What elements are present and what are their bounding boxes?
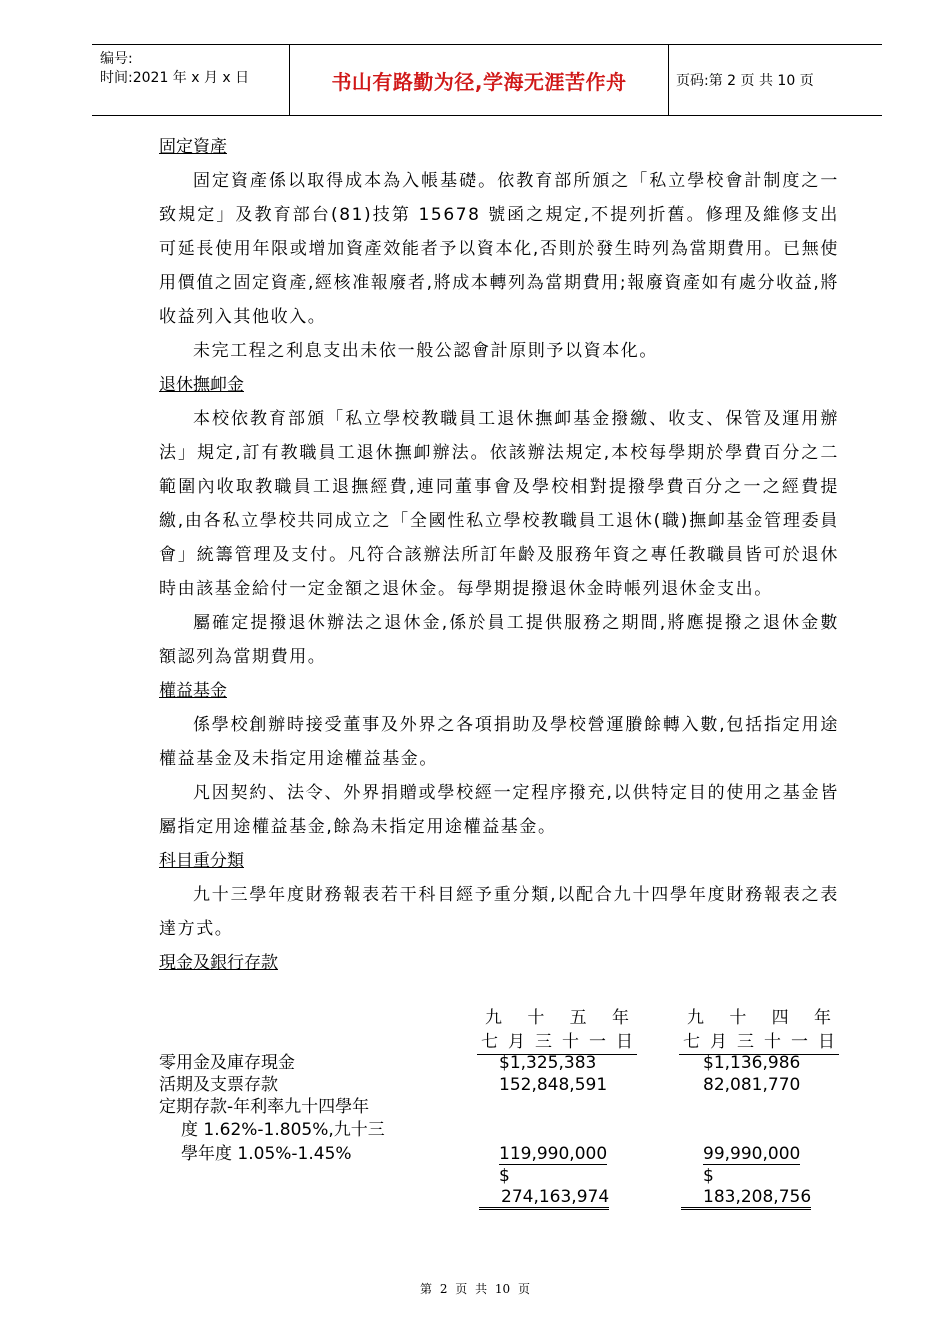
paragraph: 未完工程之利息支出未依一般公認會計原則予以資本化。: [193, 341, 658, 361]
total-dollar-sign: $: [703, 1166, 714, 1186]
paragraph: 係學校創辦時接受董事及外界之各項捐助及學校營運賸餘轉入數,包括指定用途權益基金及未指定用途權益基金。: [159, 715, 839, 769]
column-header-fy94: 九 十 四 年 七 月 三 十 一 日: [679, 1006, 839, 1055]
section-heading-equity: 權益基金: [159, 681, 227, 701]
header-motto: 书山有路勤为径,学海无涯苦作舟: [290, 45, 669, 115]
column-header-fy95: 九 十 五 年 七 月 三 十 一 日: [477, 1006, 637, 1055]
total-value: 183,208,756: [679, 1186, 841, 1208]
cell-value: 99,990,000: [703, 1144, 801, 1164]
cell-value: $1,136,986: [703, 1053, 801, 1073]
paragraph: 固定資產係以取得成本為入帳基礎。依教育部所頒之「私立學校會計制度之一致規定」及教育部台(81)技第 15678 號函之規定,不提列折舊。修理及維修支出可延長使用年限或增加資產效能者予以資本化,否則於發生時列為當期費用。已無使用價值之固定資產,經核准報廢者,將成本轉列為當期費用;報廢資產如有處分收益,將收益列入其他收入。: [159, 171, 839, 327]
time-label: 时间:2021 年 x 月 x 日: [100, 70, 250, 86]
cell-value: 82,081,770: [703, 1075, 801, 1095]
cell-value: 119,990,000: [499, 1144, 608, 1164]
page-footer: 第 2 页 共 10 页: [420, 1282, 530, 1296]
row-label-time-deposits-2: 度 1.62%-1.805%,九十三: [181, 1120, 385, 1140]
cell-value: $1,325,383: [499, 1053, 597, 1073]
paragraph: 屬確定提撥退休辦法之退休金,係於員工提供服務之期間,將應提撥之退休金數額認列為當期費用。: [159, 613, 839, 667]
code-label: 编号:: [100, 51, 133, 67]
row-label-time-deposits-3: 學年度 1.05%-1.45%: [181, 1144, 352, 1164]
paragraph: 本校依教育部頒「私立學校教職員工退休撫卹基金撥繳、收支、保管及運用辦法」規定,訂有教職員工退休撫卹辦法。依該辦法規定,本校每學期於學費百分之二範圍內收取教職員工退撫經費,連同董事會及學校相對提撥學費百分之一之經費提繳,由各私立學校共同成立之「全國性私立學校教職員工退休(職)撫卹基金管理委員會」統籌管理及支付。凡符合該辦法所訂年齡及服務年資之專任教職員皆可於退休時由該基金給付一定金額之退休金。每學期提撥退休金時帳列退休金支出。: [159, 409, 839, 599]
document-body: [159, 130, 839, 980]
paragraph: 凡因契約、法令、外界捐贈或學校經一定程序撥充,以供特定目的使用之基金皆屬指定用途權益基金,餘為未指定用途權益基金。: [159, 783, 839, 837]
total-value: 274,163,974: [477, 1186, 639, 1208]
total-dollar-sign: $: [499, 1166, 510, 1186]
row-label-demand-deposits: 活期及支票存款: [159, 1075, 278, 1095]
section-heading-reclass: 科目重分類: [159, 851, 244, 871]
header-info-cell: [92, 45, 290, 115]
row-label-petty-cash: 零用金及庫存現金: [159, 1053, 295, 1073]
row-label-time-deposits: 定期存款-年利率九十四學年: [159, 1097, 370, 1117]
paragraph: 九十三學年度財務報表若干科目經予重分類,以配合九十四學年度財務報表之表達方式。: [159, 885, 839, 939]
section-heading-cash: 現金及銀行存款: [159, 953, 278, 973]
section-heading-pension: 退休撫卹金: [159, 375, 244, 395]
section-heading-fixed-assets: 固定資產: [159, 137, 227, 157]
document-header: [92, 44, 882, 116]
header-page-label: 页码:第 2 页 共 10 页: [676, 73, 814, 89]
cell-value: 152,848,591: [499, 1075, 608, 1095]
